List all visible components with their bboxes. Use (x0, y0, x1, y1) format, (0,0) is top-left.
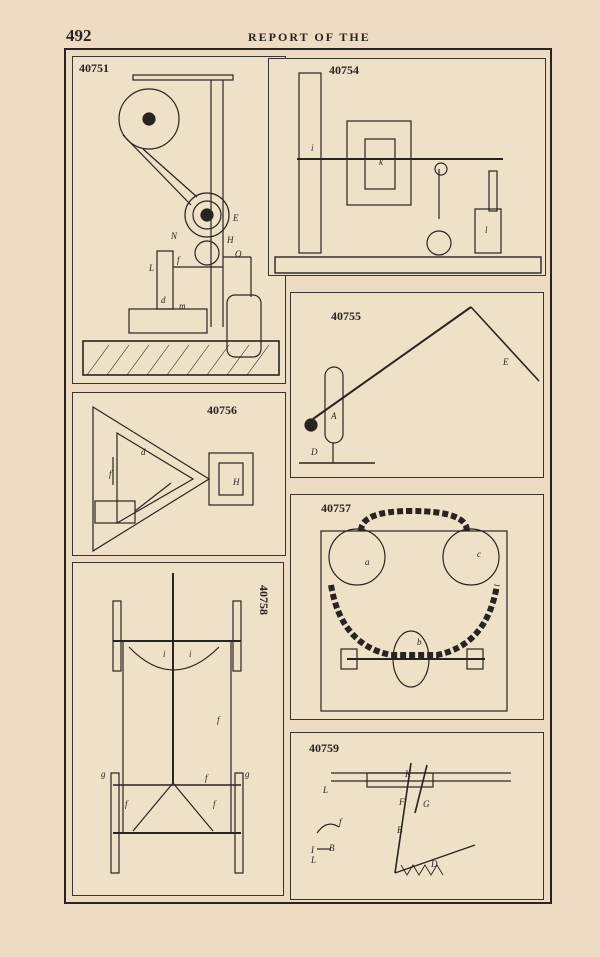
label-L: L (149, 263, 155, 273)
figure-40757 (290, 494, 544, 720)
label-O: O (235, 249, 242, 259)
drawing-40755 (291, 293, 544, 478)
label-i: i (163, 649, 166, 659)
label-f: f (217, 715, 220, 725)
figure-40756 (72, 392, 286, 556)
patent-number: 40757 (321, 501, 351, 515)
figure-40751 (72, 56, 286, 384)
label-f: f (177, 255, 180, 265)
drawing-40759 (291, 733, 544, 900)
label-d: d (161, 295, 166, 305)
label-k: k (379, 157, 383, 167)
patent-number: 40751 (79, 61, 109, 75)
figure-40759 (290, 732, 544, 900)
figure-40755 (290, 292, 544, 478)
label-g: g (245, 769, 250, 779)
patent-number: 40755 (331, 309, 361, 323)
label-m: m (179, 301, 186, 311)
label-b: b (417, 637, 422, 647)
label-H: H (227, 235, 234, 245)
running-head: REPORT OF THE (248, 30, 371, 44)
label-i: i (189, 649, 192, 659)
drawing-40758 (73, 563, 284, 896)
label-f: f (339, 817, 342, 827)
drawing-40757 (291, 495, 544, 720)
label-f: f (109, 469, 112, 479)
label-f: f (205, 773, 208, 783)
label-F: F (399, 797, 405, 807)
label-i: i (311, 143, 314, 153)
label-N: N (171, 231, 178, 241)
label-D: D (311, 447, 318, 457)
drawing-40751 (73, 57, 286, 384)
label-I: I (311, 845, 314, 855)
drawing-40756 (73, 393, 286, 556)
label-D: D (431, 859, 438, 869)
label-A: A (331, 411, 337, 421)
label-f: f (125, 799, 128, 809)
label-c: c (477, 549, 481, 559)
label-L: L (323, 785, 329, 795)
label-L: L (311, 855, 317, 865)
label-K: K (405, 769, 412, 779)
label-B: B (397, 825, 403, 835)
label-l: l (485, 225, 488, 235)
label-H: H (233, 477, 240, 487)
patent-number: 40758 (257, 585, 271, 615)
figure-40754 (268, 58, 546, 276)
drawing-40754 (269, 59, 546, 276)
label-E: E (503, 357, 509, 367)
page-number: 492 (66, 26, 92, 45)
label-G: G (423, 799, 430, 809)
figure-40758 (72, 562, 284, 896)
patent-number: 40756 (207, 403, 237, 417)
label-g: g (101, 769, 106, 779)
label-E: E (233, 213, 239, 223)
label-a: a (365, 557, 370, 567)
patent-number: 40759 (309, 741, 339, 755)
label-f: f (213, 799, 216, 809)
patent-number: 40754 (329, 63, 359, 77)
label-d: d (141, 447, 146, 457)
label-B: B (329, 843, 335, 853)
